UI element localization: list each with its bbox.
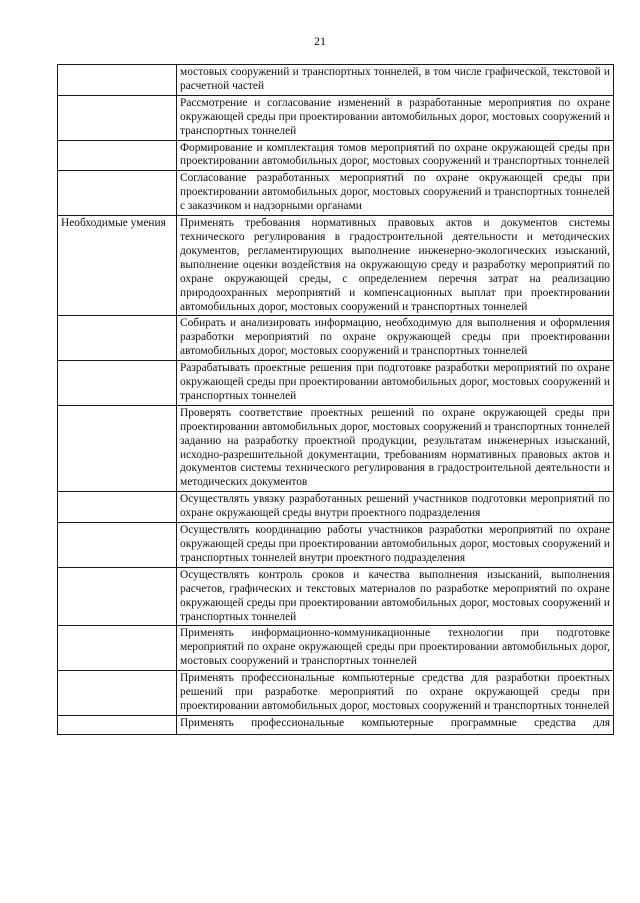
table-row — [58, 140, 614, 171]
row-text: Применять требования нормативных правовых актов и документов системы технического регулирования в градостроительной деятельности и методических документов, регламентирующих выполнение инженерно-экологических изысканий, выполнение оценки воздействия на окружающую среду и разработку мероприятий по охране окружающей среды, с определением перечня затрат на реализацию природоохранных мероприятий и компенсационных выплат при проектировании автомобильных дорог, мостовых сооружений и транспортных тоннелей — [177, 216, 614, 316]
table-row — [58, 405, 614, 491]
table-row — [58, 316, 614, 361]
row-label — [58, 95, 177, 140]
row-text: Собирать и анализировать информацию, необходимую для выполнения и оформления разработки мероприятий по охране окружающей среды при проектировании автомобильных дорог, мостовых сооружений и транспортных тоннелей — [177, 316, 614, 361]
row-text: Осуществлять координацию работы участников разработки мероприятий по охране окружающей среды при проектировании автомобильных дорог, мостовых сооружений и транспортных тоннелей внутри проектного подразделения — [177, 523, 614, 568]
table-row — [58, 715, 614, 734]
row-label — [58, 567, 177, 626]
row-text: Рассмотрение и согласование изменений в разработанные мероприятия по охране окружающей среды при проектировании автомобильных дорог, мостовых сооружений и транспортных тоннелей — [177, 95, 614, 140]
row-text: Формирование и комплектация томов мероприятий по охране окружающей среды при проектировании автомобильных дорог, мостовых сооружений и транспортных тоннелей — [177, 140, 614, 171]
row-text: Осуществлять увязку разработанных решений участников подготовки мероприятий по охране окружающей среды внутри проектного подразделения — [177, 492, 614, 523]
table-row — [58, 361, 614, 406]
row-label — [58, 671, 177, 716]
table-row — [58, 216, 614, 316]
table-row — [58, 671, 614, 716]
table-row — [58, 567, 614, 626]
row-label — [58, 715, 177, 734]
row-label — [58, 626, 177, 671]
row-text: Проверять соответствие проектных решений по охране окружающей среды при проектировании автомобильных дорог, мостовых сооружений и транспортных тоннелей заданию на разработку проектной продукции, результатам инженерных изысканий, исходно-разрешительной документации, требованиям нормативных правовых актов и документов системы технического регулирования в градостроительной деятельности и методических документов — [177, 405, 614, 491]
table-row — [58, 95, 614, 140]
row-label — [58, 523, 177, 568]
row-label — [58, 492, 177, 523]
table-row — [58, 523, 614, 568]
row-text: Применять информационно-коммуникационные технологии при подготовке мероприятий по охране окружающей среды при проектировании автомобильных дорог, мостовых сооружений и транспортных тоннелей — [177, 626, 614, 671]
section-label-required-skills: Необходимые умения — [58, 216, 177, 316]
row-text: Разрабатывать проектные решения при подготовке разработки мероприятий по охране окружающей среды при проектировании автомобильных дорог, мостовых сооружений и транспортных тоннелей — [177, 361, 614, 406]
row-label — [58, 316, 177, 361]
row-label — [58, 361, 177, 406]
table-row — [58, 626, 614, 671]
table-row — [58, 171, 614, 216]
row-text: Применять профессиональные компьютерные средства для разработки проектных решений при разработке мероприятий по охране окружающей среды при проектировании автомобильных дорог, мостовых сооружений и транспортных тоннелей — [177, 671, 614, 716]
row-label — [58, 140, 177, 171]
row-label — [58, 65, 177, 96]
row-text: Осуществлять контроль сроков и качества выполнения изысканий, выполнения расчетов, графических и текстовых материалов по разработке мероприятий по охране окружающей среды при проектировании автомобильных дорог, мостовых сооружений и транспортных тоннелей — [177, 567, 614, 626]
row-text-continued: Применять профессиональные компьютерные программные средства для — [177, 715, 614, 734]
table-row — [58, 65, 614, 96]
skills-table — [57, 64, 614, 735]
row-text: Согласование разработанных мероприятий по охране окружающей среды при проектировании автомобильных дорог, мостовых сооружений и транспортных тоннелей с заказчиком и надзорными органами — [177, 171, 614, 216]
page-number: 21 — [314, 34, 326, 48]
row-label — [58, 171, 177, 216]
row-text: мостовых сооружений и транспортных тоннелей, в том числе графической, текстовой и расчетной частей — [177, 65, 614, 96]
row-label — [58, 405, 177, 491]
table-row — [58, 492, 614, 523]
